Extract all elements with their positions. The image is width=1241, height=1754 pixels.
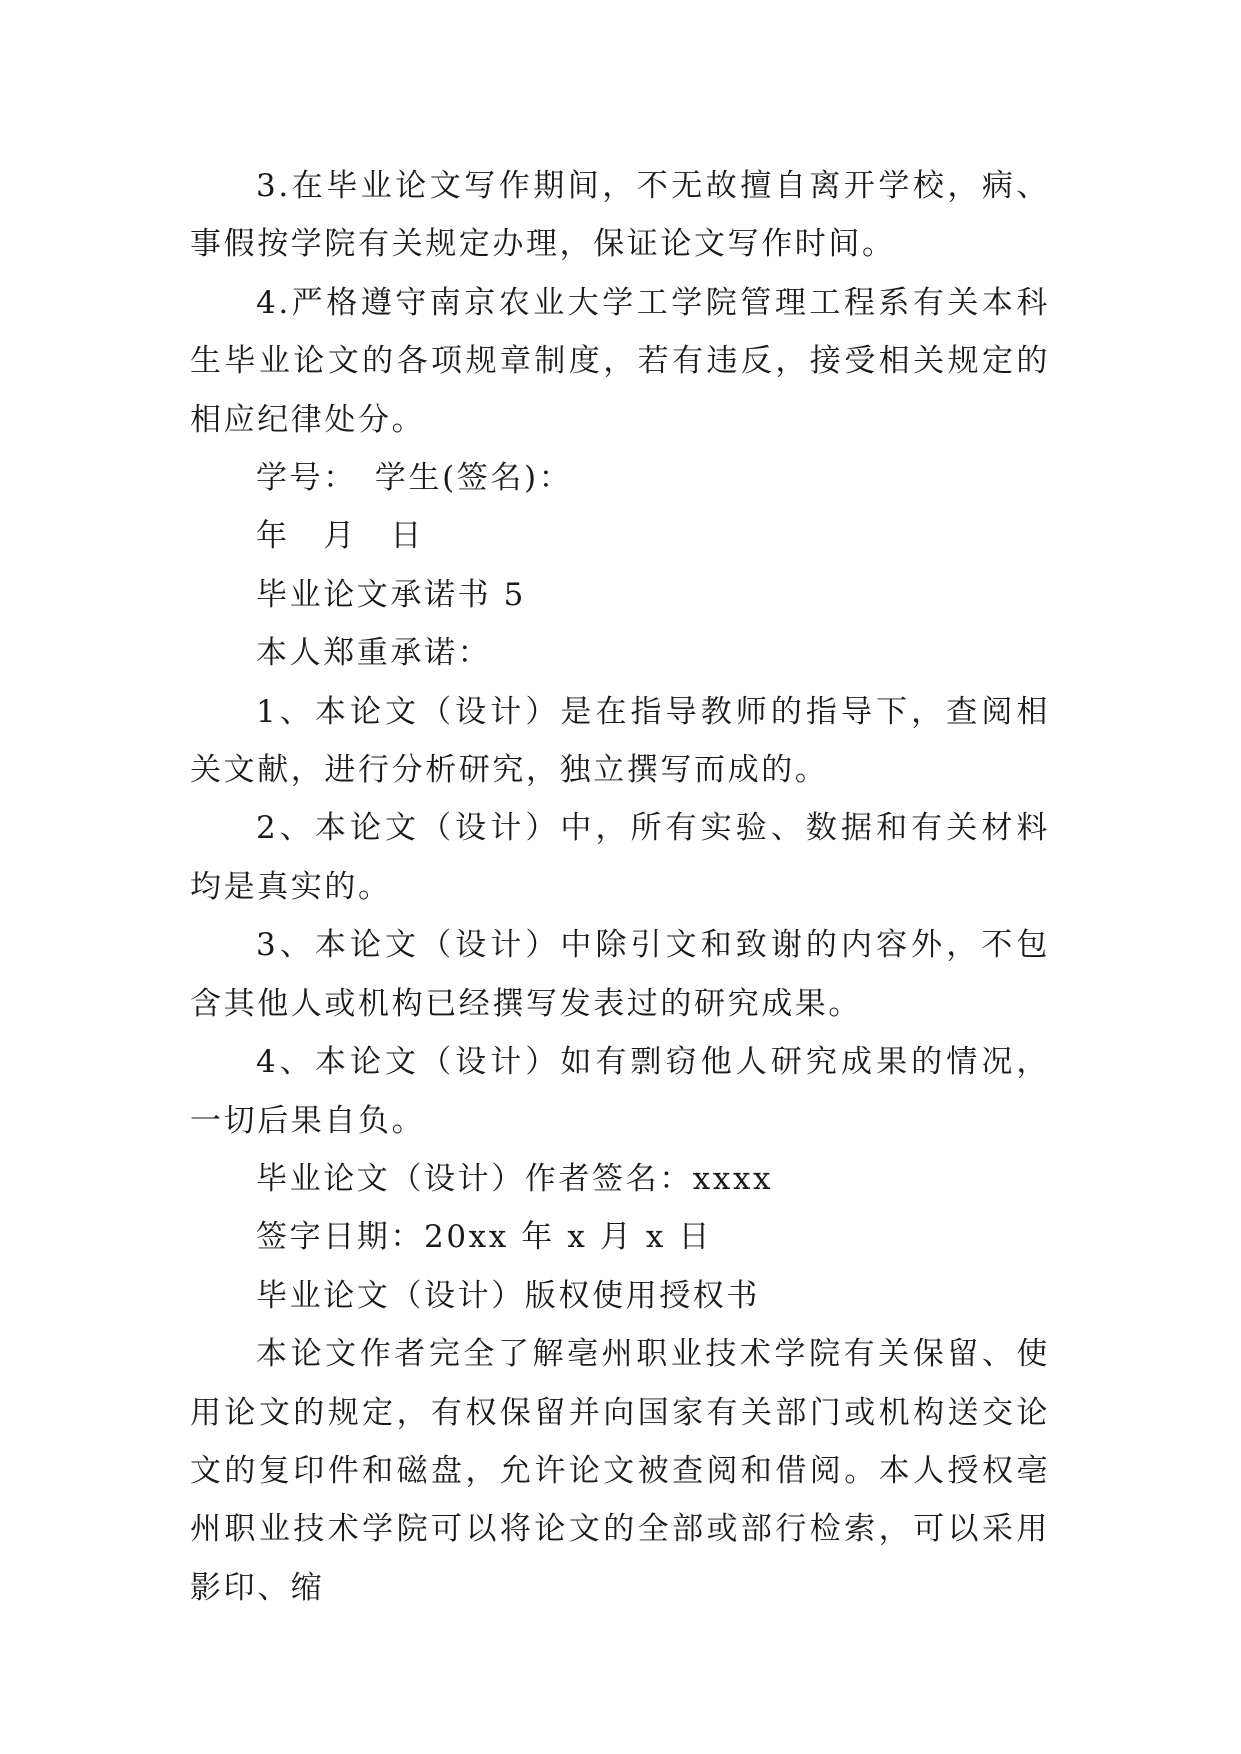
date-line: 年 月 日: [256, 518, 424, 555]
pledge-item-2: 2、本论文（设计）中，所有实验、数据和有关材料均是真实的。: [190, 810, 1050, 905]
pledge-item-1: 1、本论文（设计）是在指导教师的指导下，查阅相关文献，进行分析研究，独立撰写而成的。: [190, 693, 1050, 789]
pledge-item-3: 3、本论文（设计）中除引文和致谢的内容外，不包含其他人或机构已经撰写发表过的研究成果。: [190, 927, 1050, 1022]
student-id-signature-line: 学号： 学生(签名)：: [256, 460, 573, 497]
author-signature-line: 毕业论文（设计）作者签名：xxxx: [256, 1160, 774, 1197]
section-title-pledge-5: 毕业论文承诺书 5: [256, 576, 526, 613]
signature-date-line: 签字日期：20xx 年 x 月 x 日: [256, 1219, 713, 1256]
document-body: [190, 157, 1050, 1617]
pledge-intro: 本人郑重承诺：: [256, 635, 492, 672]
pledge-item-4: 4、本论文（设计）如有剽窃他人研究成果的情况，一切后果自负。: [190, 1044, 1050, 1139]
copyright-paragraph: 本论文作者完全了解亳州职业技术学院有关保留、使用论文的规定，有权保留并向国家有关部门或机构送交论文的复印件和磁盘，允许论文被查阅和借阅。本人授权亳州职业技术学院可以将论文的全部或部行检索，可以采用影印、缩: [190, 1336, 1050, 1606]
section-title-copyright: 毕业论文（设计）版权使用授权书: [256, 1277, 760, 1314]
paragraph-item-4: 4.严格遵守南京农业大学工学院管理工程系有关本科生毕业论文的各项规章制度，若有违反，接受相关规定的相应纪律处分。: [190, 284, 1050, 438]
paragraph-item-3: 3.在毕业论文写作期间，不无故擅自离开学校，病、事假按学院有关规定办理，保证论文写作时间。: [190, 168, 1050, 263]
